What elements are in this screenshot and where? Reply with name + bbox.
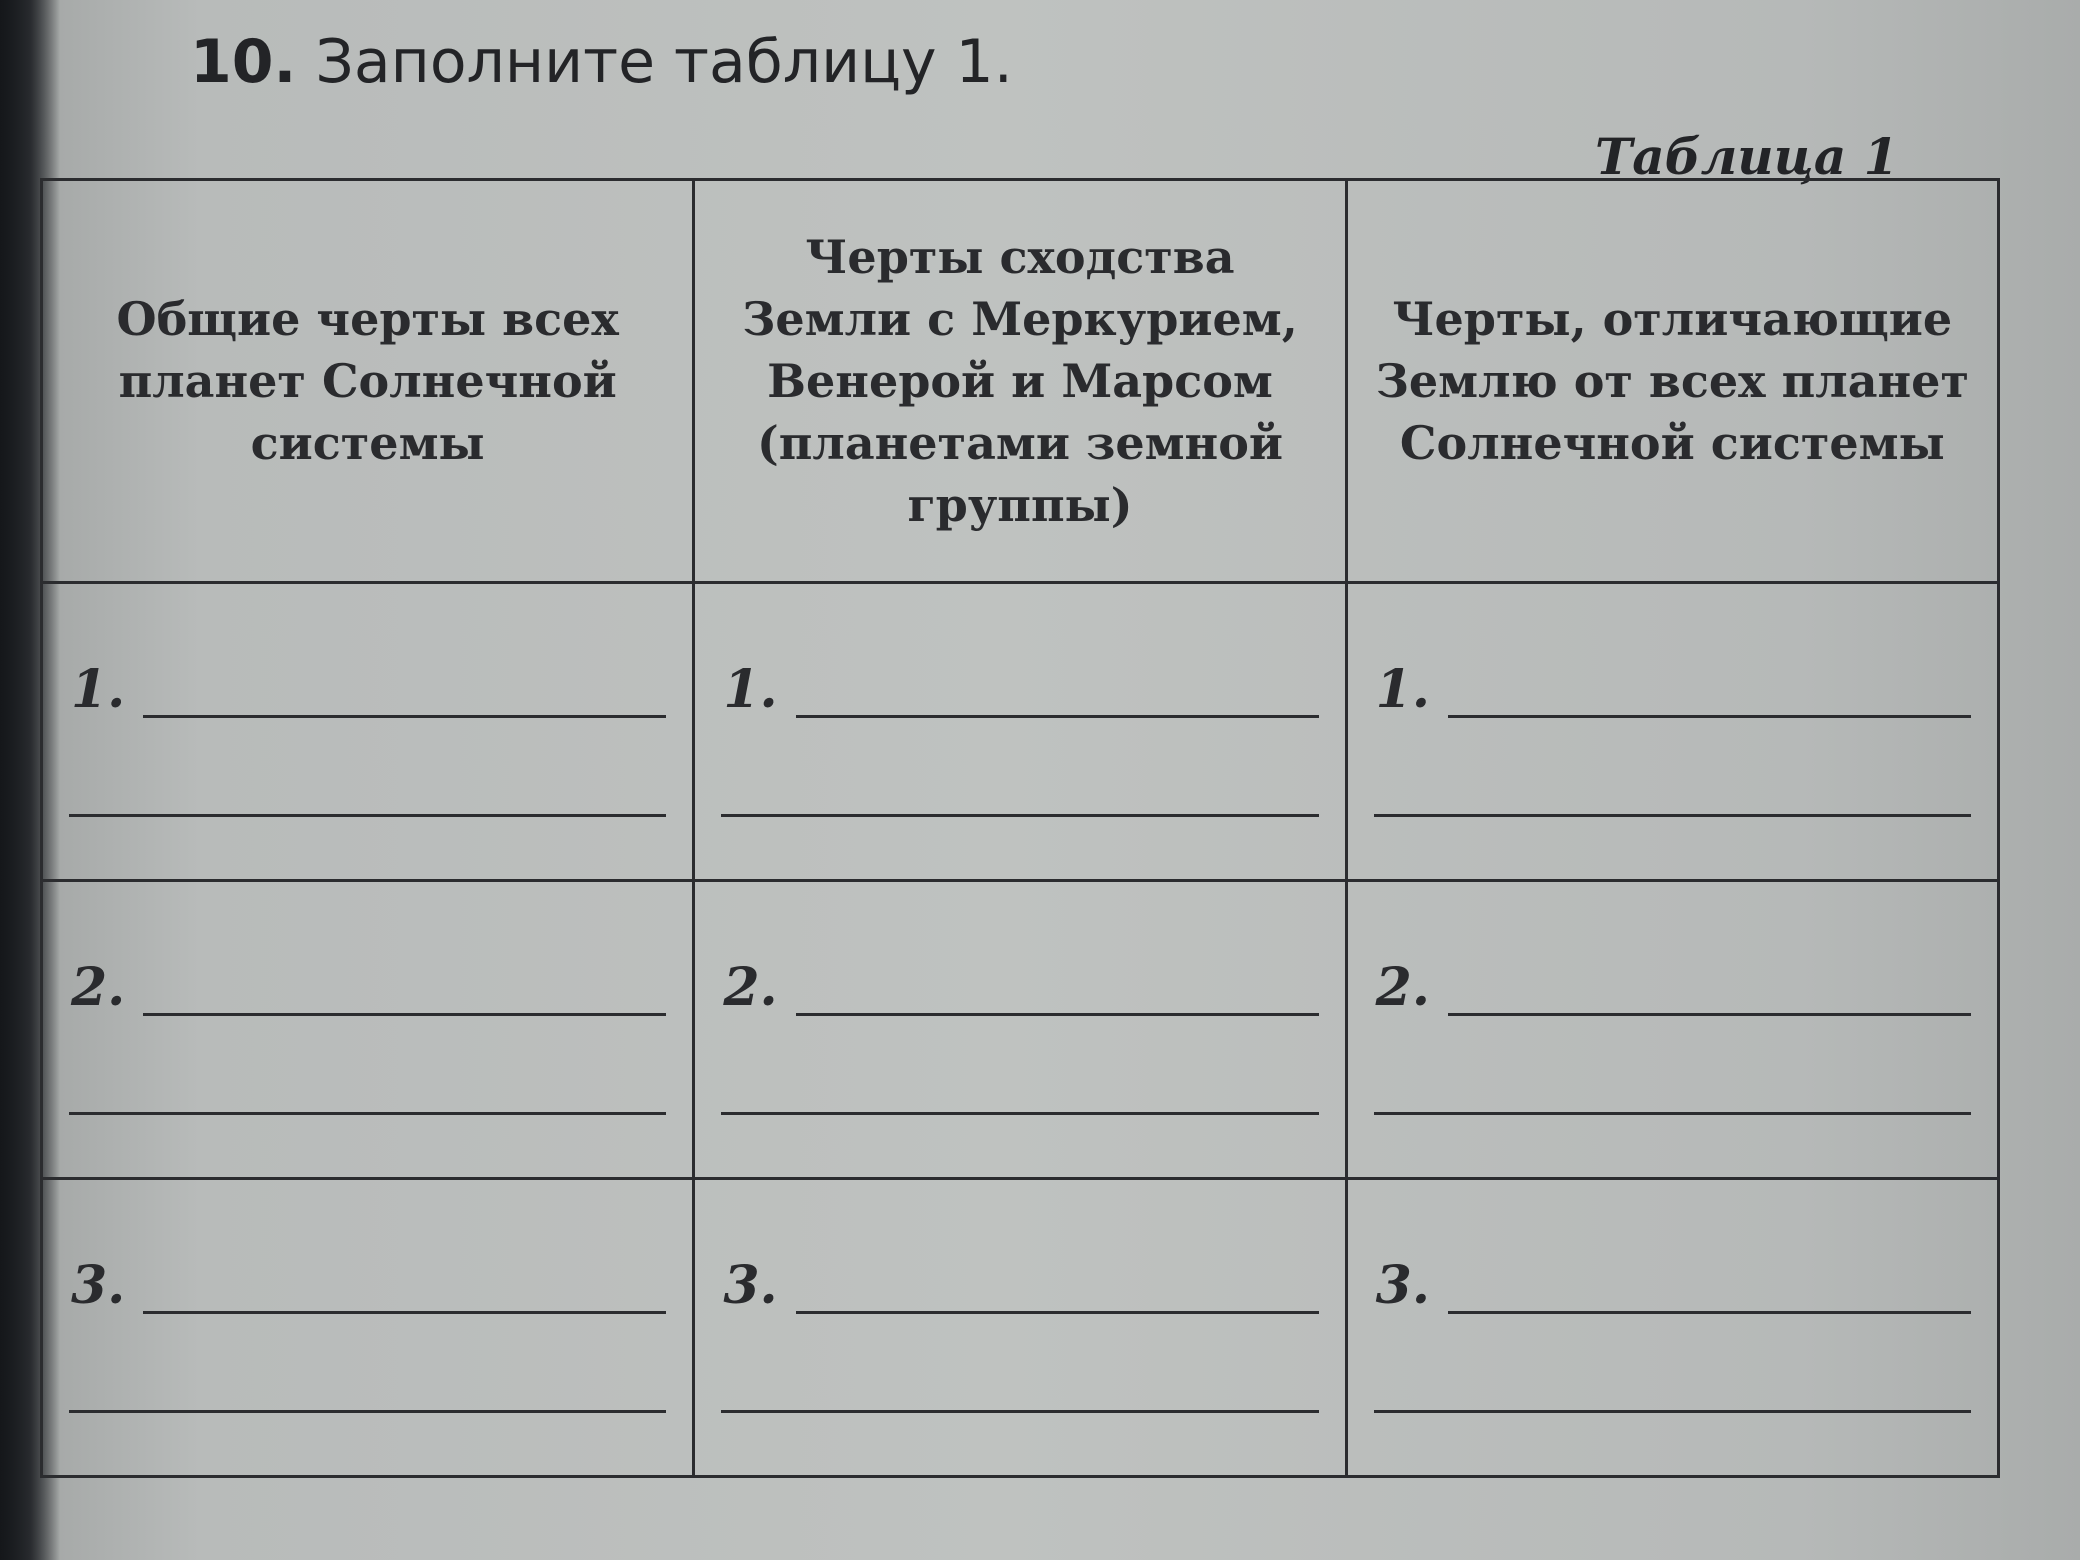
answer-blank-line[interactable] — [143, 1271, 666, 1314]
answer-blank-line[interactable] — [1448, 973, 1971, 1016]
answer-number: 1. — [71, 659, 126, 720]
answer-blank-line[interactable] — [69, 1408, 666, 1413]
answer-blank-line[interactable] — [1374, 1408, 1971, 1413]
answer-cell[interactable] — [694, 583, 1346, 881]
answer-cell[interactable] — [1346, 583, 1998, 881]
answer-blank-line[interactable] — [796, 675, 1319, 718]
header-row — [42, 180, 1999, 583]
table-row — [42, 881, 1999, 1179]
column-header-label: Черты сходства Земли с Меркурием, Венерой и Марсом (планетами земной группы) — [742, 230, 1298, 532]
answer-cell[interactable] — [694, 1179, 1346, 1477]
answer-blank-line[interactable] — [1448, 675, 1971, 718]
answer-number: 1. — [1375, 659, 1430, 720]
answer-number: 2. — [723, 957, 778, 1018]
answer-cell[interactable] — [694, 881, 1346, 1179]
answer-blank-line[interactable] — [721, 1110, 1318, 1115]
column-header-common-features — [42, 180, 694, 583]
answer-cell[interactable] — [1346, 881, 1998, 1179]
answer-blank-line[interactable] — [796, 1271, 1319, 1314]
table-caption: Таблица 1 — [1595, 127, 1899, 186]
answer-blank-line[interactable] — [1374, 1110, 1971, 1115]
answer-cell[interactable] — [42, 1179, 694, 1477]
answer-number: 3. — [1375, 1255, 1430, 1316]
table-row — [42, 583, 1999, 881]
answer-number: 1. — [723, 659, 778, 720]
answer-blank-line[interactable] — [69, 812, 666, 817]
answer-blank-line[interactable] — [69, 1110, 666, 1115]
table-row — [42, 1179, 1999, 1477]
answer-number: 2. — [1375, 957, 1430, 1018]
worksheet-table — [40, 178, 2000, 1478]
column-header-label: Черты, отличающие Землю от всех планет Солнечной системы — [1375, 292, 1969, 470]
answer-number: 3. — [71, 1255, 126, 1316]
answer-blank-line[interactable] — [1374, 812, 1971, 817]
answer-blank-line[interactable] — [143, 973, 666, 1016]
answer-blank-line[interactable] — [721, 1408, 1318, 1413]
task-header — [190, 22, 1013, 102]
task-instruction: Заполните таблицу 1. — [315, 27, 1013, 97]
answer-blank-line[interactable] — [796, 973, 1319, 1016]
task-number: 10. — [190, 27, 297, 97]
answer-cell[interactable] — [42, 583, 694, 881]
answer-number: 3. — [723, 1255, 778, 1316]
column-header-similarities — [694, 180, 1346, 583]
answer-number: 2. — [71, 957, 126, 1018]
answer-cell[interactable] — [1346, 1179, 1998, 1477]
answer-blank-line[interactable] — [1448, 1271, 1971, 1314]
column-header-differences — [1346, 180, 1998, 583]
answer-blank-line[interactable] — [721, 812, 1318, 817]
answer-blank-line[interactable] — [143, 675, 666, 718]
column-header-label: Общие черты всех планет Солнечной системы — [116, 292, 619, 470]
answer-cell[interactable] — [42, 881, 694, 1179]
